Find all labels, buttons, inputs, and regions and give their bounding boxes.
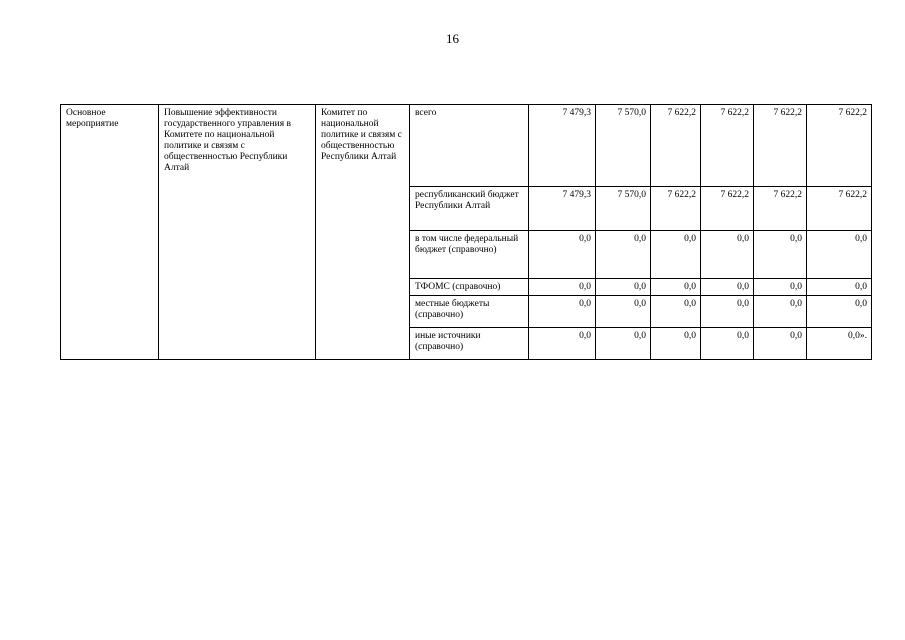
value-cell: 0,0	[596, 328, 651, 360]
value-cell: 0,0	[651, 279, 701, 296]
value-cell: 0,0	[529, 328, 596, 360]
funding-source-cell: ТФОМС (справочно)	[410, 279, 529, 296]
value-cell: 0,0	[651, 231, 701, 279]
value-cell: 0,0	[701, 328, 754, 360]
value-cell: 0,0	[701, 296, 754, 328]
value-cell: 7 622,2	[807, 187, 872, 231]
value-cell: 0,0	[701, 279, 754, 296]
value-cell: 7 622,2	[651, 105, 701, 187]
value-cell: 7 622,2	[701, 105, 754, 187]
value-cell: 7 622,2	[701, 187, 754, 231]
value-cell: 0,0	[754, 328, 807, 360]
value-cell: 0,0	[651, 296, 701, 328]
value-cell: 7 622,2	[754, 187, 807, 231]
activity-name-cell: Повышение эффективности государственного управления в Комитете по национальной политике и связям с общественностью Республики Алтай	[159, 105, 316, 360]
value-cell: 7 622,2	[807, 105, 872, 187]
executor-cell: Комитет по национальной политике и связям с общественностью Республики Алтай	[316, 105, 410, 360]
value-cell: 0,0	[596, 279, 651, 296]
funding-source-cell: в том числе федеральный бюджет (справочно)	[410, 231, 529, 279]
value-cell: 7 479,3	[529, 105, 596, 187]
value-cell: 7 479,3	[529, 187, 596, 231]
activity-type-cell: Основное мероприятие	[61, 105, 159, 360]
value-cell: 0,0	[529, 279, 596, 296]
value-cell: 0,0	[529, 231, 596, 279]
value-cell: 0,0	[754, 296, 807, 328]
value-cell: 7 570,0	[596, 187, 651, 231]
value-cell: 0,0	[651, 328, 701, 360]
value-cell: 0,0	[529, 296, 596, 328]
value-cell: 0,0	[807, 231, 872, 279]
value-cell: 0,0	[754, 231, 807, 279]
value-cell: 0,0	[701, 231, 754, 279]
value-cell: 0,0	[754, 279, 807, 296]
value-cell: 7 622,2	[651, 187, 701, 231]
value-cell: 0,0	[807, 296, 872, 328]
value-cell: 7 622,2	[754, 105, 807, 187]
value-cell: 0,0».	[807, 328, 872, 360]
funding-source-cell: республиканский бюджет Республики Алтай	[410, 187, 529, 231]
page-number: 16	[446, 31, 459, 46]
value-cell: 0,0	[596, 231, 651, 279]
value-cell: 7 570,0	[596, 105, 651, 187]
funding-source-cell: иные источники (справочно)	[410, 328, 529, 360]
budget-table	[60, 104, 872, 360]
funding-source-cell: местные бюджеты (справочно)	[410, 296, 529, 328]
value-cell: 0,0	[596, 296, 651, 328]
funding-source-cell: всего	[410, 105, 529, 187]
table-row	[61, 105, 872, 187]
value-cell: 0,0	[807, 279, 872, 296]
